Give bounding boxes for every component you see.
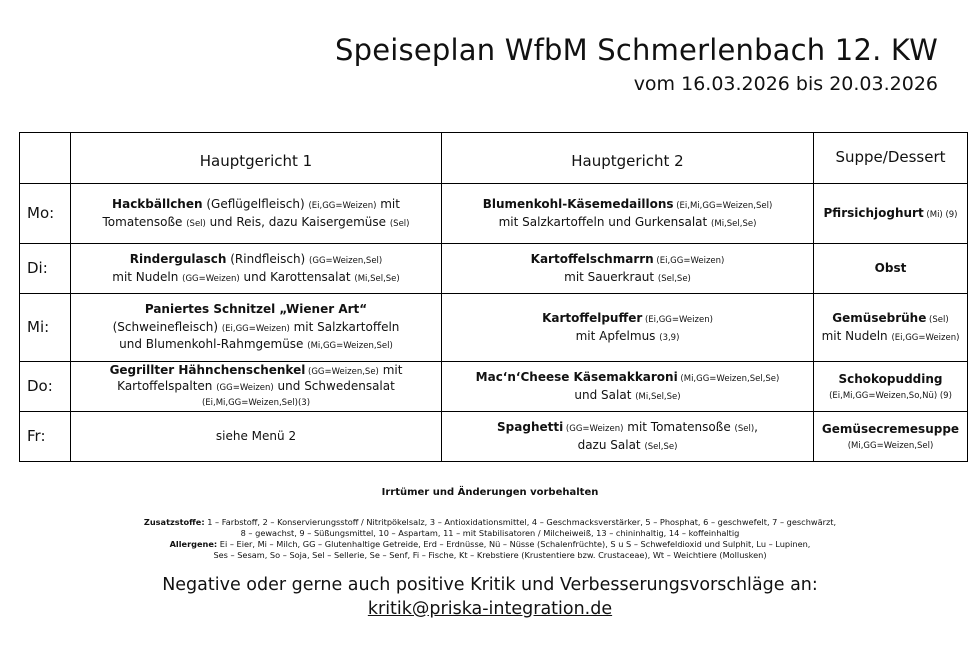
dish-name: Pfirsichjoghurt: [823, 205, 924, 220]
allergen-note: (Sel,Se): [644, 441, 678, 452]
dish-name: Obst: [874, 260, 907, 275]
day-label: Fr:: [20, 412, 71, 462]
dish-name: Paniertes Schnitzel „Wiener Art“: [144, 302, 368, 317]
allergen-note: (Sel): [734, 424, 755, 435]
date-range: vom 16.03.2026 bis 20.03.2026: [633, 73, 938, 95]
allergen-note: (Sel): [926, 315, 949, 326]
allergen-note: (Ei,Mi,GG=Weizen,Sel)(3): [201, 398, 311, 409]
allergen-note: (GG=Weizen): [563, 424, 624, 435]
allergen-note: (Ei,Mi,GG=Weizen,So,Nü) (9): [829, 390, 952, 401]
allergens-text: Ei – Eier, Mi – Milch, GG – Glutenhaltige Getreide, Erd – Erdnüsse, Nü – Nüsse (Schalenfrüchte), S u S – Schwefeldioxid und Sulphit, Lu – Lupinen,: [217, 538, 811, 549]
dish-text: siehe Menü 2: [215, 428, 297, 443]
allergen-note: (Mi) (9): [923, 209, 958, 220]
main-dish-1-cell: [71, 244, 442, 294]
dish-text: (Rindfleisch): [226, 252, 310, 267]
allergen-note: (Ei,GG=Weizen): [653, 256, 725, 267]
dish-name: Gegrillter Hähnchenschenkel: [109, 363, 306, 378]
soup-dessert-cell: [814, 184, 968, 244]
allergen-note: (Sel,Se): [657, 273, 691, 284]
feedback-email-link[interactable]: kritik@priska-integration.de: [367, 598, 613, 619]
day-label: Di:: [20, 244, 71, 294]
dish-text: mit Apfelmus: [575, 328, 660, 343]
dish-text: Kartoffelspalten: [117, 378, 217, 393]
additives-text: 8 – gewachst, 9 – Süßungsmittel, 10 – Aspartam, 11 – mit Stabilisatoren / Milcheiweiß, 13 – chininhaltig, 14 – koffeinhaltig: [240, 527, 740, 538]
main-dish-2-cell: [442, 184, 814, 244]
dish-text: und Reis, dazu Kaisergemüse: [205, 214, 390, 229]
main-dish-1-cell: [71, 184, 442, 244]
dish-text: mit: [376, 197, 400, 212]
dish-name: Mac‘n‘Cheese Käsemakkaroni: [475, 370, 678, 385]
dish-text: und Schwedensalat: [273, 378, 395, 393]
dish-text: mit Tomatensoße: [623, 420, 735, 435]
main-dish-2-cell: [442, 294, 814, 362]
dish-name: Spaghetti: [497, 420, 564, 435]
allergen-note: (Ei,GG=Weizen): [221, 323, 290, 334]
dish-text: mit Nudeln: [821, 328, 892, 343]
additives-text: 1 – Farbstoff, 2 – Konservierungsstoff / Nitritpökelsalz, 3 – Antioxidationsmittel, 4 – Geschmacksverstärker, 5 – Phosphat, 6 – geschwefelt, 7 – geschwärzt,: [204, 517, 837, 527]
main-dish-1-cell: [71, 412, 442, 462]
dish-text: mit: [378, 363, 403, 378]
allergen-note: (GG=Weizen,Se): [305, 367, 379, 378]
dish-text: und Salat: [574, 387, 636, 402]
table-header-row: [20, 133, 968, 184]
dish-text: ,: [754, 420, 758, 435]
feedback-note: [0, 574, 980, 621]
dish-text: mit Sauerkraut: [564, 269, 658, 284]
allergen-note: (Mi,Sel,Se): [711, 218, 757, 229]
header-day: [20, 133, 71, 184]
allergen-note: (GG=Weizen): [216, 382, 274, 393]
dish-name: Blumenkohl-Käsemedaillons: [482, 197, 674, 212]
allergen-note: (Ei,GG=Weizen): [308, 201, 377, 212]
dish-text: (Geflügelfleisch): [202, 197, 309, 212]
header-soup-dessert: Suppe/Dessert: [814, 133, 968, 184]
allergens-text: Ses – Sesam, So – Soja, Sel – Sellerie, Se – Senf, Fi – Fische, Kt – Krebstiere (Krustentiere bzw. Crustaceae), Wt – Weichtiere (Mollusken): [213, 549, 767, 560]
header-main-dish-1: Hauptgericht 1: [71, 133, 442, 184]
dish-name: Gemüsecremesuppe: [821, 421, 960, 436]
allergen-note: (GG=Weizen,Sel): [309, 256, 383, 267]
dish-text: (Schweinefleisch): [112, 319, 222, 334]
allergen-note: (Mi,Sel,Se): [354, 273, 400, 284]
additives-label: Zusatzstoffe:: [143, 517, 205, 527]
soup-dessert-cell: [814, 362, 968, 412]
soup-dessert-cell: [814, 294, 968, 362]
allergen-note: (Ei,GG=Weizen): [642, 315, 713, 326]
table-row: [20, 244, 968, 294]
dish-text: Tomatensoße: [102, 214, 187, 229]
table-row: [20, 362, 968, 412]
table-row: [20, 412, 968, 462]
main-dish-2-cell: [442, 362, 814, 412]
allergen-note: (Sel): [389, 218, 410, 229]
allergen-note: (Ei,GG=Weizen): [891, 332, 960, 343]
dish-name: Hackbällchen: [112, 197, 203, 212]
table-row: [20, 294, 968, 362]
allergen-note: (Sel): [186, 218, 206, 229]
main-dish-2-cell: [442, 412, 814, 462]
dish-text: und Blumenkohl-Rahmgemüse: [119, 337, 308, 352]
main-dish-1-cell: [71, 362, 442, 412]
dish-text: dazu Salat: [577, 437, 645, 452]
allergens-label: Allergene:: [169, 538, 218, 549]
allergen-note: (Mi,GG=Weizen,Sel): [847, 440, 934, 451]
dish-text: mit Nudeln: [112, 269, 183, 284]
table-row: [20, 184, 968, 244]
day-label: Mo:: [20, 184, 71, 244]
allergen-note: (3,9): [659, 332, 680, 343]
day-label: Do:: [20, 362, 71, 412]
dish-name: Schokopudding: [838, 371, 943, 386]
day-label: Mi:: [20, 294, 71, 362]
dish-name: Gemüsebrühe: [832, 311, 927, 326]
soup-dessert-cell: [814, 412, 968, 462]
allergen-note: (Mi,GG=Weizen,Sel): [307, 341, 393, 352]
allergen-note: (Mi,GG=Weizen,Sel,Se): [677, 374, 780, 385]
main-dish-2-cell: [442, 244, 814, 294]
feedback-text: Negative oder gerne auch positive Kritik und Verbesserungsvorschläge an:: [162, 575, 818, 595]
disclaimer: Irrtümer und Änderungen vorbehalten: [381, 487, 599, 498]
main-dish-1-cell: [71, 294, 442, 362]
allergen-note: (GG=Weizen): [182, 273, 240, 284]
additives-legend: [0, 517, 980, 561]
allergen-note: (Ei,Mi,GG=Weizen,Sel): [673, 201, 773, 212]
menu-table: [19, 132, 968, 462]
page-title: Speiseplan WfbM Schmerlenbach 12. KW: [335, 33, 938, 67]
dish-text: mit Salzkartoffeln: [289, 319, 400, 334]
dish-name: Kartoffelschmarrn: [530, 252, 654, 267]
soup-dessert-cell: [814, 244, 968, 294]
header-main-dish-2: Hauptgericht 2: [442, 133, 814, 184]
dish-name: Rindergulasch: [129, 252, 227, 267]
dish-text: mit Salzkartoffeln und Gurkensalat: [498, 214, 712, 229]
dish-name: Kartoffelpuffer: [542, 311, 643, 326]
allergen-note: (Mi,Sel,Se): [635, 391, 681, 402]
dish-text: und Karottensalat: [239, 269, 355, 284]
